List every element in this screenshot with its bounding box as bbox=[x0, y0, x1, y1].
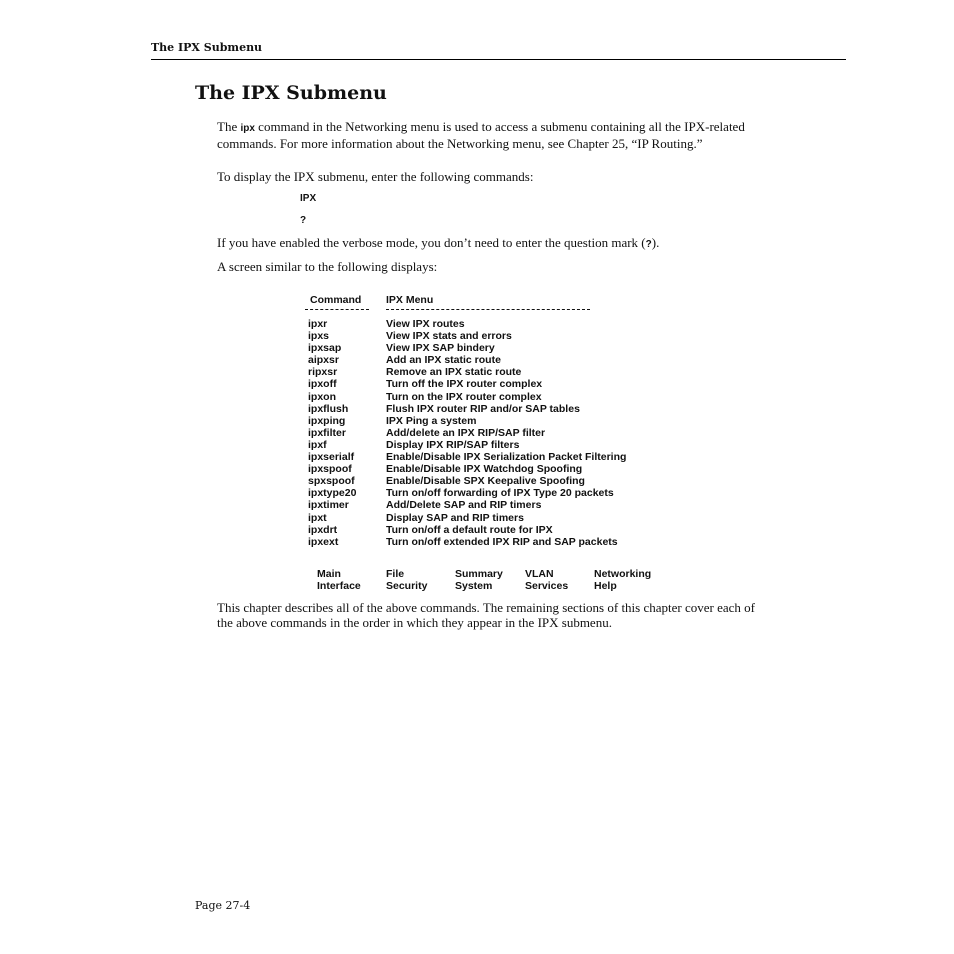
row-command: ipxt bbox=[308, 511, 327, 524]
row-command: spxspoof bbox=[308, 475, 355, 488]
row-command: ipxon bbox=[308, 390, 336, 403]
row-description: IPX Ping a system bbox=[386, 414, 477, 427]
display-instructions: To display the IPX submenu, enter the following commands: bbox=[217, 169, 534, 184]
screen-intro: A screen similar to the following displays: bbox=[217, 259, 438, 274]
table-row bbox=[306, 451, 646, 463]
row-description: View IPX stats and errors bbox=[386, 330, 512, 343]
row-description: Flush IPX router RIP and/or SAP tables bbox=[386, 402, 580, 415]
row-command: ipxtype20 bbox=[308, 487, 357, 500]
inline-command-question: ? bbox=[645, 239, 652, 250]
table-row bbox=[306, 536, 646, 548]
intro-paragraph bbox=[217, 120, 757, 151]
menu-item-security: Security bbox=[386, 580, 428, 592]
row-command: ipxspoof bbox=[308, 463, 352, 476]
row-command: ipxsap bbox=[308, 342, 342, 355]
row-command: ipxflush bbox=[308, 402, 349, 415]
verbose-text-before: If you have enabled the verbose mode, you don’t need to enter the question mark ( bbox=[217, 235, 646, 250]
row-description: Remove an IPX static route bbox=[386, 366, 522, 379]
row-description: Add/delete an IPX RIP/SAP filter bbox=[386, 426, 546, 439]
table-row bbox=[306, 354, 646, 366]
top-level-menu-list bbox=[317, 568, 677, 594]
intro-text-after: command in the Networking menu is used to access a submenu containing all the IPX-related commands. For more information about the Networking menu, see Chapter 25, “IP Routing.” bbox=[217, 119, 745, 151]
menu-item-main: Main bbox=[317, 568, 341, 580]
table-row bbox=[306, 366, 646, 378]
summary-paragraph: This chapter describes all of the above commands. The remaining sections of this chapter cover each of the above commands in the order in which they appear in the IPX submenu. bbox=[217, 600, 755, 630]
row-command: ipxfilter bbox=[308, 426, 346, 439]
table-row bbox=[306, 391, 646, 403]
row-description: Enable/Disable IPX Serialization Packet Filtering bbox=[386, 451, 627, 464]
table-row bbox=[306, 403, 646, 415]
menu-item-file: File bbox=[386, 568, 405, 580]
table-row bbox=[306, 342, 646, 354]
running-head: The IPX Submenu bbox=[151, 41, 263, 54]
table-row bbox=[306, 378, 646, 390]
inline-command-ipx: ipx bbox=[240, 123, 255, 134]
row-description: Turn on/off extended IPX RIP and SAP packets bbox=[386, 535, 618, 548]
menu-item-system: System bbox=[455, 580, 493, 592]
table-row bbox=[306, 330, 646, 342]
intro-text-before: The bbox=[217, 119, 241, 134]
table-row bbox=[306, 318, 646, 330]
table-row bbox=[306, 475, 646, 487]
column-header-menu: IPX Menu bbox=[386, 294, 434, 306]
row-command: ipxserialf bbox=[308, 451, 355, 464]
menu-item-services: Services bbox=[525, 580, 569, 592]
row-description: Turn on/off forwarding of IPX Type 20 packets bbox=[386, 487, 614, 500]
command-line-ipx: IPX bbox=[300, 193, 317, 204]
menu-item-help: Help bbox=[594, 580, 617, 592]
row-command: aipxsr bbox=[308, 354, 339, 367]
verbose-paragraph bbox=[217, 236, 757, 253]
command-list bbox=[306, 318, 646, 548]
table-row bbox=[306, 524, 646, 536]
row-description: Turn on/off a default route for IPX bbox=[386, 523, 553, 536]
table-row bbox=[306, 427, 646, 439]
row-description: Turn off the IPX router complex bbox=[386, 378, 543, 391]
row-command: ipxoff bbox=[308, 378, 337, 391]
row-command: ipxs bbox=[308, 330, 330, 343]
row-description: Enable/Disable IPX Watchdog Spoofing bbox=[386, 463, 583, 476]
row-description: Add/Delete SAP and RIP timers bbox=[386, 499, 542, 512]
row-description: Display SAP and RIP timers bbox=[386, 511, 524, 524]
row-description: Turn on the IPX router complex bbox=[386, 390, 542, 403]
row-command: ripxsr bbox=[308, 366, 338, 379]
row-command: ipxping bbox=[308, 414, 346, 427]
verbose-text-after: ). bbox=[651, 235, 660, 250]
row-description: Enable/Disable SPX Keepalive Spoofing bbox=[386, 475, 585, 488]
table-row bbox=[306, 499, 646, 511]
page-number: Page 27-4 bbox=[195, 899, 251, 912]
row-description: Add an IPX static route bbox=[386, 354, 501, 367]
page-title: The IPX Submenu bbox=[195, 82, 387, 104]
table-row bbox=[306, 512, 646, 524]
header-rule bbox=[151, 59, 846, 60]
header-divider-command bbox=[305, 309, 369, 310]
row-command: ipxf bbox=[308, 438, 327, 451]
table-row bbox=[306, 463, 646, 475]
row-command: ipxtimer bbox=[308, 499, 349, 512]
command-line-question: ? bbox=[300, 215, 307, 226]
row-command: ipxdrt bbox=[308, 523, 338, 536]
menu-item-interface: Interface bbox=[317, 580, 361, 592]
row-description: View IPX SAP bindery bbox=[386, 342, 495, 355]
row-description: Display IPX RIP/SAP filters bbox=[386, 438, 520, 451]
row-description: View IPX routes bbox=[386, 318, 465, 330]
row-command: ipxr bbox=[308, 318, 328, 330]
table-row bbox=[306, 415, 646, 427]
menu-item-summary: Summary bbox=[455, 568, 503, 580]
column-header-command: Command bbox=[310, 294, 362, 306]
table-row bbox=[306, 439, 646, 451]
row-command: ipxext bbox=[308, 535, 339, 548]
menu-item-vlan: VLAN bbox=[525, 568, 554, 580]
header-divider-menu bbox=[386, 309, 590, 310]
table-row bbox=[306, 487, 646, 499]
menu-item-networking: Networking bbox=[594, 568, 652, 580]
